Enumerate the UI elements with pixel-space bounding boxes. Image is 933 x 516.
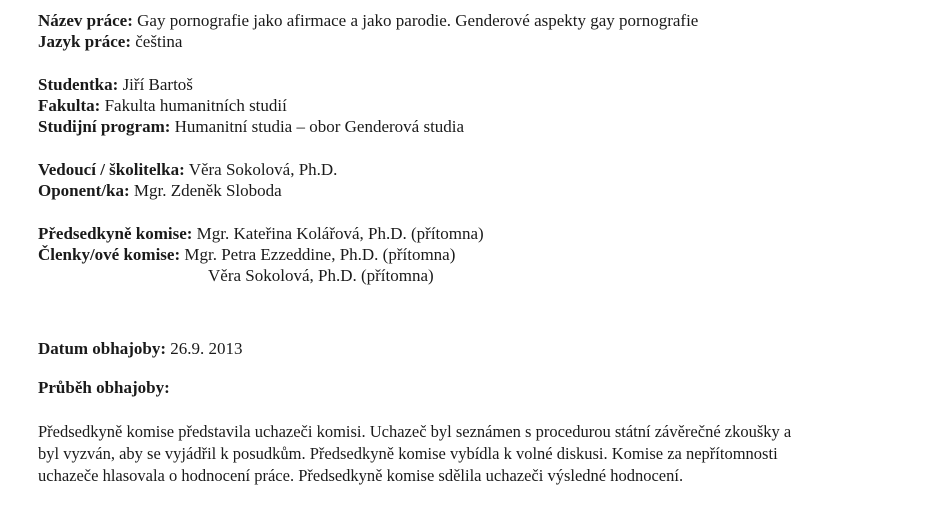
student-row [38,74,918,95]
committee-members-row [38,244,918,265]
program-row [38,116,918,137]
opponent-value: Mgr. Zdeněk Sloboda [133,181,282,200]
supervisor-label: Vedoucí / školitelka: [38,160,185,179]
paragraph-line: uchazeče hlasovala o hodnocení práce. Předsedkyně komise sdělila uchazeči výsledné hodnocení. [38,466,684,485]
committee-members-row-continued [38,265,918,286]
student-value: Jiří Bartoš [122,75,193,94]
committee-chair-value: Mgr. Kateřina Kolářová, Ph.D. (přítomna) [196,224,484,243]
defense-record-document [38,10,918,487]
defense-progress-heading: Průběh obhajoby: [38,378,170,397]
faculty-value: Fakulta humanitních studií [104,96,287,115]
thesis-language-value: čeština [135,32,183,51]
thesis-language-row [38,31,918,52]
thesis-language-label: Jazyk práce: [38,32,132,51]
supervisor-row [38,159,918,180]
defense-date-label: Datum obhajoby: [38,339,166,358]
committee-chair-row [38,223,918,244]
opponent-label: Oponent/ka: [38,181,130,200]
defense-date-value: 26.9. 2013 [170,339,243,358]
committee-members-label: Členky/ové komise: [38,245,181,264]
defense-date-row [38,338,918,359]
student-label: Studentka: [38,75,119,94]
committee-member: Mgr. Petra Ezzeddine, Ph.D. (přítomna) [184,245,456,264]
committee-chair-label: Předsedkyně komise: [38,224,193,243]
program-label: Studijní program: [38,117,171,136]
thesis-title-value: Gay pornografie jako afirmace a jako parodie. Genderové aspekty gay pornografie [137,11,699,30]
program-value: Humanitní studia – obor Genderová studia [174,117,465,136]
thesis-title-row [38,10,918,31]
paragraph-line: byl vyzván, aby se vyjádřil k posudkům. Předsedkyně komise vybídla k volné diskusi. Komise za nepřítomnosti [38,444,778,463]
opponent-row [38,180,918,201]
faculty-row [38,95,918,116]
faculty-label: Fakulta: [38,96,101,115]
paragraph-line: Předsedkyně komise představila uchazeči komisi. Uchazeč byl seznámen s procedurou státní závěrečné zkoušky a [38,422,792,441]
supervisor-value: Věra Sokolová, Ph.D. [188,160,338,179]
defense-progress-paragraph [38,421,918,487]
committee-member: Věra Sokolová, Ph.D. (přítomna) [208,266,434,285]
thesis-title-label: Název práce: [38,11,133,30]
